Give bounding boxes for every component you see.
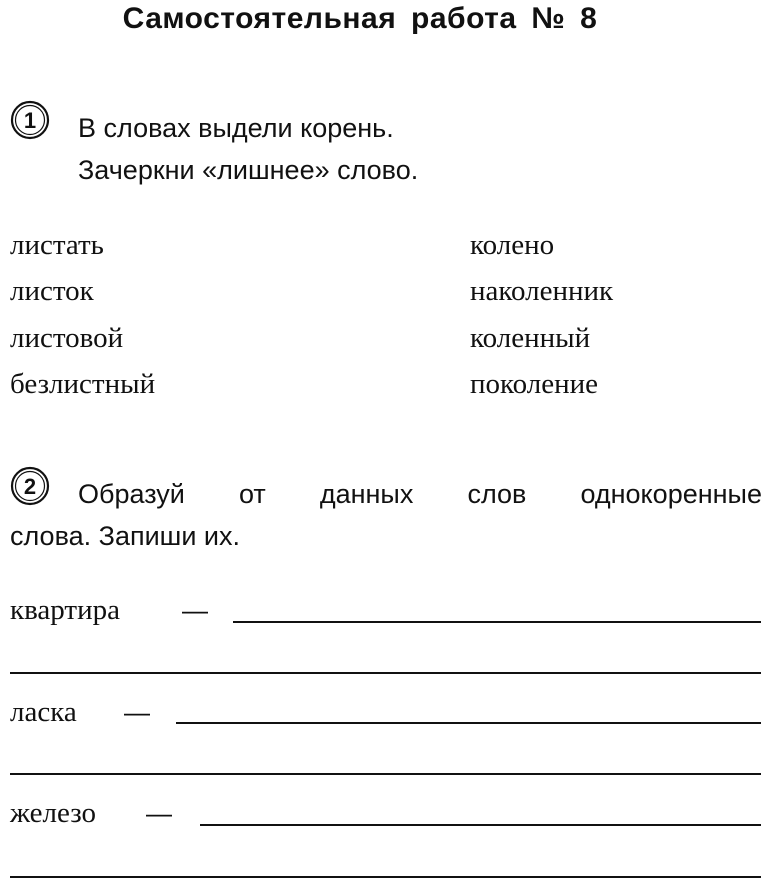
answer-dash-3: — [146, 798, 172, 828]
answer-dash-1: — [182, 595, 208, 625]
right-word-3: коленный [470, 322, 591, 354]
answer-dash-2: — [124, 697, 150, 727]
task-2-word-1: Образуй [78, 479, 185, 509]
answer-line-1b[interactable] [10, 672, 761, 674]
left-word-1: листать [10, 229, 104, 261]
task-2-word-5: однокоренные [580, 479, 762, 509]
left-word-4: безлистный [10, 368, 156, 400]
task-1-number-badge [10, 100, 50, 140]
answer-word-3: железо [10, 797, 97, 829]
page-title: Самостоятельная работа № 8 [122, 2, 598, 35]
task-1-instruction-line-1: В словах выдели корень. [78, 113, 394, 143]
right-word-2: наколенник [470, 275, 614, 307]
task-1-number: 1 [23, 108, 37, 133]
right-word-4: поколение [470, 368, 599, 400]
right-word-1: колено [470, 229, 555, 261]
answer-word-2: ласка [10, 696, 77, 728]
answer-line-2[interactable] [176, 722, 761, 724]
task-2-number: 2 [23, 474, 37, 499]
task-2-number-badge [10, 466, 50, 506]
answer-line-1[interactable] [233, 621, 761, 623]
answer-line-3b[interactable] [10, 876, 761, 878]
task-2-word-2: от [238, 479, 266, 509]
task-2-word-4: слов [467, 479, 527, 509]
answer-line-2b[interactable] [10, 773, 761, 775]
task-1-instruction-line-2: Зачеркни «лишнее» слово. [78, 155, 419, 185]
task-2-instruction-line-1 [78, 474, 762, 514]
task-2-word-3: данных [319, 479, 414, 509]
answer-word-1: квартира [10, 594, 120, 626]
answer-line-3[interactable] [200, 824, 761, 826]
task-2-instruction-line-2: слова. Запиши их. [10, 521, 240, 551]
left-word-3: листовой [10, 322, 124, 354]
left-word-2: листок [10, 275, 94, 307]
